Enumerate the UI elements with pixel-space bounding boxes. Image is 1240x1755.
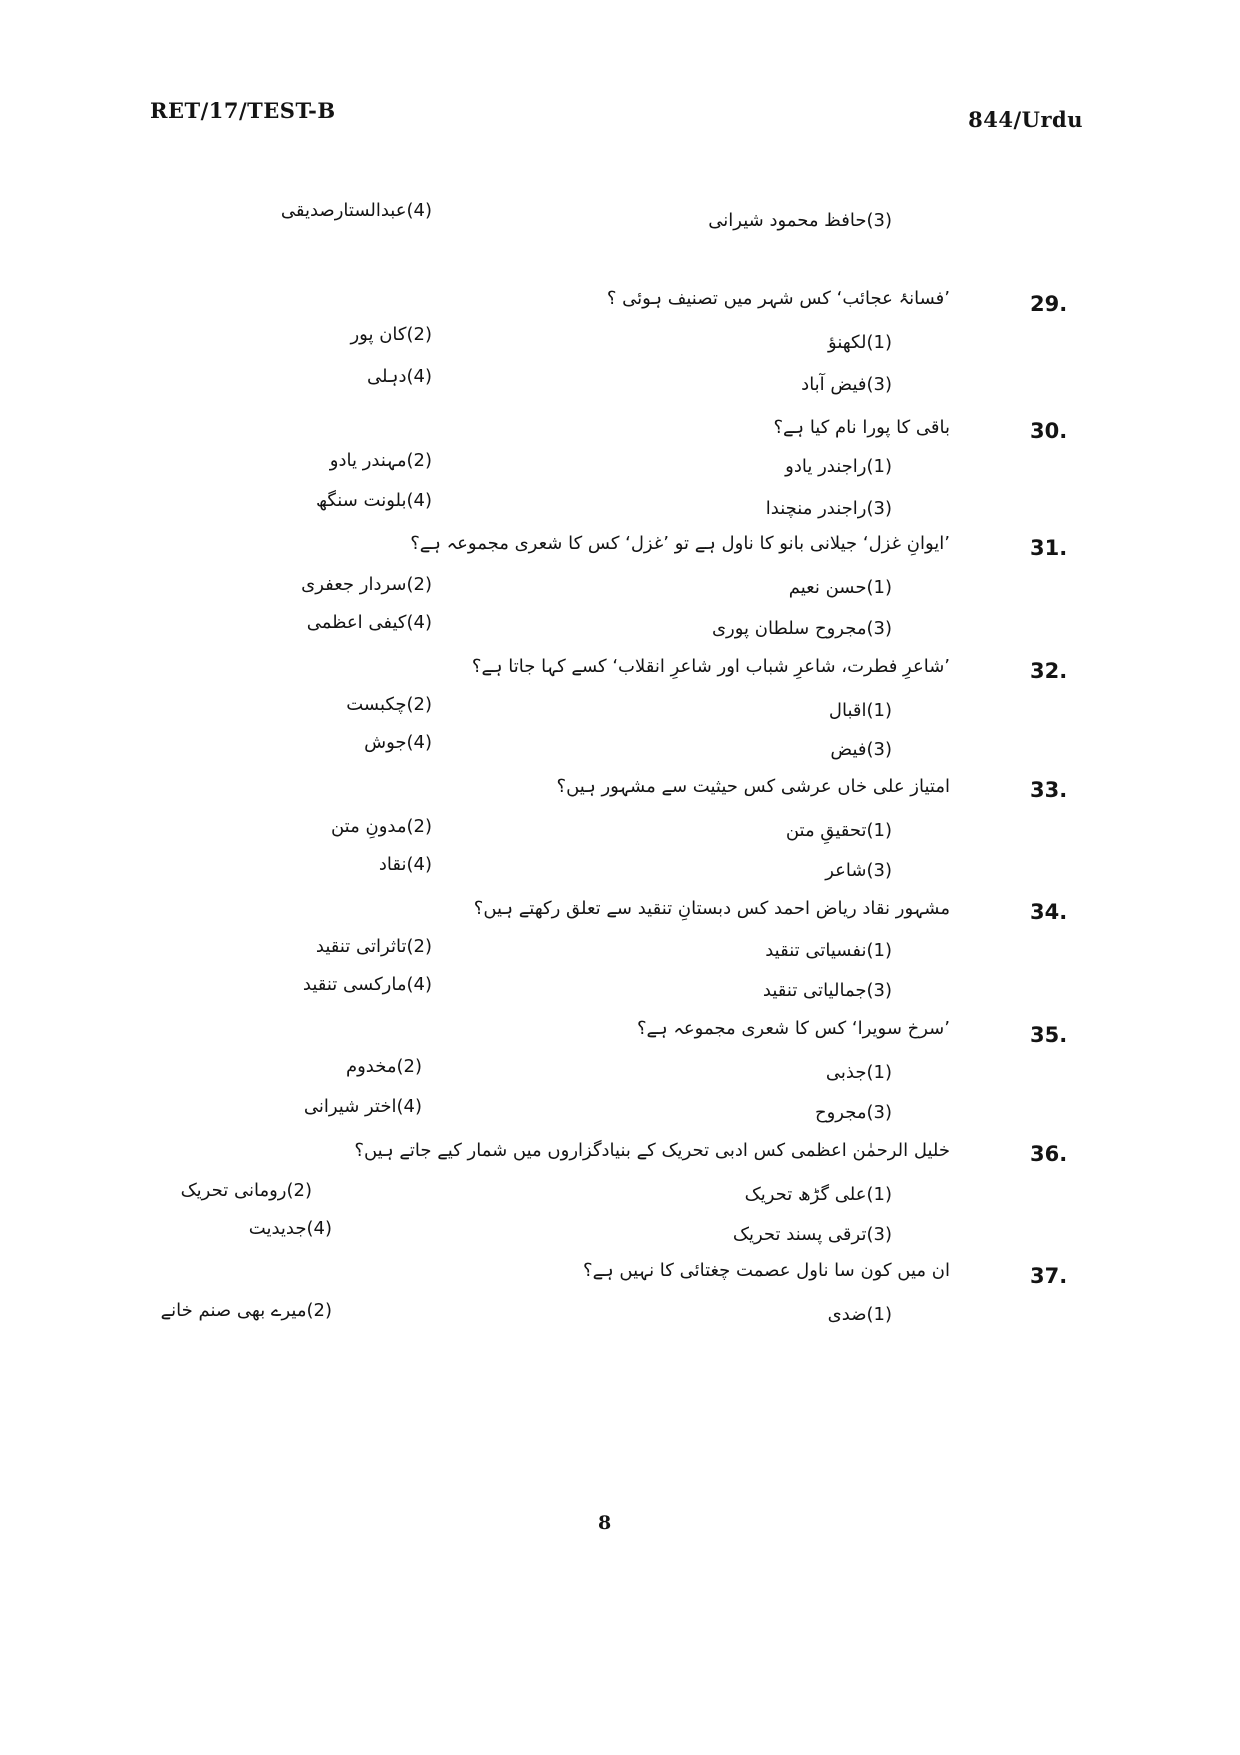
q31-option-1: (1)حسن نعیم [788,577,892,598]
q30-option-3: (3)راجندر منچندا [765,498,892,519]
q29-option-3: (3)فیض آباد [801,374,892,395]
q36-option-2: (2)رومانی تحریک [180,1180,312,1201]
q35-option-2: (2)مخدوم [345,1056,422,1077]
q37-option-1: (1)ضدی [827,1304,892,1325]
question-text-35: ’سرخ سویرا‘ کس کا شعری مجموعہ ہے؟ [637,1018,950,1039]
question-text-29: ’فسانۂ عجائب‘ کس شہر میں تصنیف ہوئی ؟ [606,288,950,309]
question-text-34: مشہور نقاد ریاض احمد کس دبستانِ تنقید سے تعلق رکھتے ہیں؟ [473,898,950,919]
question-number-33: 33. [1030,778,1068,802]
question-number-35: 35. [1030,1023,1068,1047]
q35-option-1: (1)جذبی [825,1062,892,1083]
q31-option-2: (2)سردار جعفری [301,574,432,595]
q30-option-2: (2)مہندر یادو [329,450,432,471]
question-number-37: 37. [1030,1264,1068,1288]
page-number: 8 [598,1512,612,1534]
q31-option-4: (4)کیفی اعظمی [306,612,432,633]
q29-option-1: (1)لکھنؤ [828,332,892,353]
q35-option-3: (3)مجروح [814,1102,892,1123]
q33-option-4: (4)نقاد [378,854,432,875]
question-number-36: 36. [1030,1142,1068,1166]
question-text-37: ان میں کون سا ناول عصمت چغتائی کا نہیں ہے؟ [583,1260,950,1281]
question-number-32: 32. [1030,659,1068,683]
q36-option-1: (1)علی گڑھ تحریک [744,1184,892,1205]
q33-option-3: (3)شاعر [825,860,892,881]
question-text-32: ’شاعرِ فطرت، شاعرِ شباب اور شاعرِ انقلاب‘ کسے کہا جاتا ہے؟ [471,656,950,677]
exam-code: RET/17/TEST-B [150,98,336,123]
q33-option-1: (1)تحقیقِ متن [785,820,892,841]
q37-option-2: (2)میرے بھی صنم خانے [160,1300,332,1321]
q34-option-3: (3)جمالیاتی تنقید [762,980,892,1001]
question-text-31: ’ایوانِ غزل‘ جیلانی بانو کا ناول ہے تو ’غزل‘ کس کا شعری مجموعہ ہے؟ [410,533,950,554]
q34-option-2: (2)تاثراتی تنقید [315,936,432,957]
q32-option-2: (2)چکبست [346,694,432,715]
q32-option-1: (1)اقبال [828,700,892,721]
q29-option-2: (2)کان پور [350,324,432,345]
paper-code: 844/Urdu [968,107,1083,132]
question-text-30: باقی کا پورا نام کیا ہے؟ [773,417,950,438]
question-number-29: 29. [1030,292,1068,316]
q33-option-2: (2)مدونِ متن [330,816,432,837]
q32-option-4: (4)جوش [364,732,432,753]
q31-option-3: (3)مجروح سلطان پوری [711,618,892,639]
q32-option-3: (3)فیض [830,739,892,760]
question-text-36: خلیل الرحمٰن اعظمی کس ادبی تحریک کے بنیادگزاروں میں شمار کیے جاتے ہیں؟ [354,1140,950,1161]
q34-option-4: (4)مارکسی تنقید [302,974,432,995]
q35-option-4: (4)اختر شیرانی [303,1096,422,1117]
q36-option-3: (3)ترقی پسند تحریک [732,1224,892,1245]
carry-option-4: (4)عبدالستارصدیقی [280,200,432,221]
question-text-33: امتیاز علی خاں عرشی کس حیثیت سے مشہور ہیں؟ [556,776,950,797]
question-number-30: 30. [1030,419,1068,443]
q29-option-4: (4)دہلی [366,366,432,387]
q30-option-4: (4)بلونت سنگھ [315,490,432,511]
q36-option-4: (4)جدیدیت [248,1218,332,1239]
q30-option-1: (1)راجندر یادو [785,456,892,477]
q34-option-1: (1)نفسیاتی تنقید [765,940,892,961]
question-number-31: 31. [1030,536,1068,560]
question-number-34: 34. [1030,900,1068,924]
carry-option-3: (3)حافظ محمود شیرانی [708,210,892,231]
